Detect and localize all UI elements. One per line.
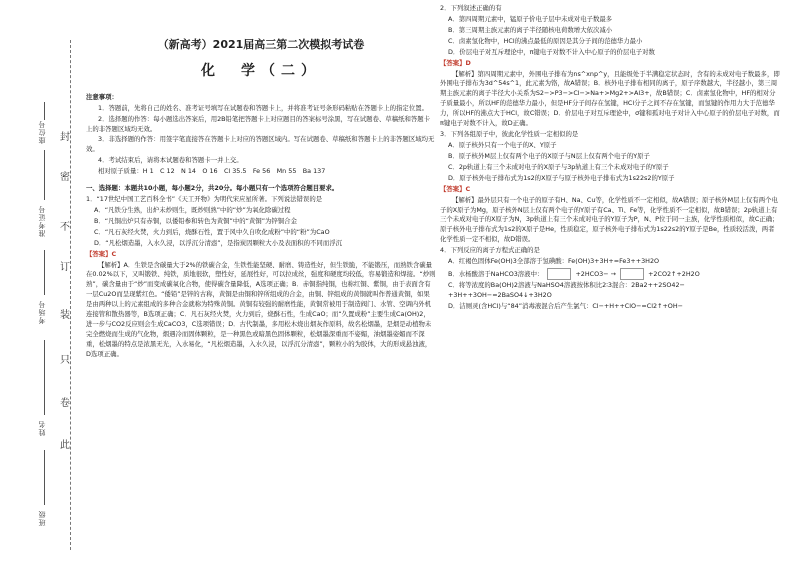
atomic-masses: 相对原子质量：H 1 C 12 N 14 O 16 Cl 35.5 Fe 56 Mn 55 Ba 137 <box>98 167 326 176</box>
option: C．2p轨道上有三个未成对电子的X原子与3p轨道上有三个未成对电子的Y原子 <box>448 162 669 171</box>
question-2: 2．下列叙述正确的有 <box>440 4 502 12</box>
option: B．第三周期主族元素的离子半径随核电荷数增大依次减小 <box>448 25 613 34</box>
equation-part: +2CO2↑+2H2O <box>648 270 700 279</box>
exam-title: （新高考）2021届高三第二次模拟考试卷 <box>157 38 365 51</box>
option: D．原子核外电子排布式为1s2的X原子与原子核外电子排布式为1s22s2的Y原子 <box>448 173 675 182</box>
binding-margin <box>0 0 80 562</box>
option: A．红褐色固体Fe(OH)3全部溶于氢碘酸：Fe(OH)3+3H+=Fe3++3H2O <box>448 257 660 266</box>
option <box>440 268 780 280</box>
fill-line <box>44 250 45 295</box>
question-3: 3．下列各组原子中，彼此化学性质一定相似的是 <box>440 130 579 139</box>
notice-item: 3．非选择题的作答：用签字笔直接答在答题卡上对应的答题区域内。写在试题卷、草稿纸和答题卡上的非答题区域均无效。 <box>86 135 435 154</box>
answer-label: 【答案】C <box>440 184 471 193</box>
option: B．原子核外M层上仅有两个电子的X原子与N层上仅有两个电子的Y原子 <box>448 151 650 160</box>
fill-line <box>44 150 45 200</box>
explanation: 【解析】最外层只有一个电子的原子有H、Na、Cu等，化学性质不一定相似，故A错误；原子核外M层上仅有两个电子的X原子为Mg，原子核外N层上仅有两个电子的Y原子有Ca、Ti、Fe等，化学性质不一定相似，故B错误；2p轨道上有三个未成对电子的X原子为N，3p轨道上有三个未成对电子的Y原子为P，N、P位于同一主族，化学性质相似，故C正确；原子核外电子排布式为1s2的X原子是He，性质稳定，原子核外电子排布式为1s22s2的Y原子是Be，性质较活泼，两者化学性质一定不相似，故D错误。 <box>440 195 779 244</box>
fill-line <box>44 450 45 505</box>
binding-char: 卷 <box>60 398 70 409</box>
left-column <box>86 0 436 361</box>
exam-room-label: 考场号 <box>38 300 46 324</box>
binding-char: 订 <box>60 262 70 273</box>
seat-number-label: 座位号 <box>38 120 46 144</box>
answer-label: 【答案】C <box>86 249 117 258</box>
answer-label: 【答案】D <box>440 58 471 67</box>
option: A．原子核外只有一个电子的X、Y原子 <box>448 140 557 149</box>
option: D．“凡松烟造墨，入水久浸，以浮沉分清悫”，是指炭因颗粒大小及表面积的不同而浮沉 <box>94 238 342 247</box>
binding-char: 装 <box>60 310 70 321</box>
notice-item: 2．选择题的作答：每小题选出答案后，用2B铅笔把答题卡上对应题目的答案标号涂黑，写在试题卷、草稿纸和答题卡上的非答题区域均无效。 <box>86 114 431 133</box>
question-4: 4．下列反应的离子方程式正确的是 <box>440 246 540 255</box>
fill-line <box>44 340 45 415</box>
fill-line <box>44 102 45 120</box>
option: D．洁厕灵(含HCl)与“84”消毒液混合后产生氯气：Cl−+H++ClO−=Cl2↑+OH− <box>448 301 683 310</box>
option: B．“凡铜出炉只有赤铜，以倭铅参和转色为黄铜”中的“黄铜”为锌铜合金 <box>94 216 297 225</box>
right-column <box>440 4 780 313</box>
binding-char: 此 <box>60 440 70 451</box>
option: A．“凡铁分生熟，出炉未炒则生，既炒则熟”中的“炒”为氧化除碳过程 <box>94 205 291 214</box>
explanation: 【解析】第四周期元素中，外围电子排布为ns^xnp^y，且能级处于半满稳定状态时，含有的未成对电子数最多，即外围电子排布为3d^54s^1，此元素为铬，故A错误；B．核外电子排布相同的离子，原子序数越大，半径越小，第三周期主族元素的离子半径大小关系为S2−>P3−>Cl−>Na+>Mg2+>Al3+，故B错误；C．卤素氢化物中，HF的相对分子质量最小，所以HF的范德华力最小，但是HF分子间存在氢键，HCl分子之间不存在氢键，而氢键的作用力大于范德华力，所以HF的沸点大于HCl，故C错误；D．价层电子对互斥理论中，σ键和孤对电子对计入中心原子的价层电子对数，而π键电子对数不计入，故D正确。 <box>440 69 780 128</box>
option: A．第四周期元素中，锰原子价电子层中未成对电子数最多 <box>448 14 613 23</box>
section-heading: 一、选择题：本题共10小题，每小题2分，共20分。每小题只有一个选项符合题目要求。 <box>86 184 339 193</box>
option: C．将等浓度的Ba(OH)2溶液与NaHSO4溶液按体积比2∶3混合：2Ba2++2SO42−+3H++3OH−=2BaSO4↓+3H2O <box>448 281 685 299</box>
notice-heading: 注意事项： <box>86 92 118 101</box>
subject-title: 化 学（二） <box>201 63 321 80</box>
binding-char: 只 <box>60 355 70 366</box>
binding-char: 不 <box>60 222 70 233</box>
class-label: 班级 <box>38 510 46 526</box>
binding-line <box>70 40 71 550</box>
option-text: B．水杨酸溶于NaHCO3溶液中： <box>448 270 544 279</box>
salicylate-structure-icon <box>620 268 644 280</box>
exam-id-label: 准考证号 <box>38 205 46 237</box>
name-label: 姓名 <box>38 420 46 436</box>
equation-part: +2HCO3− → <box>575 270 616 279</box>
option: C．卤素氢化物中，HCl的沸点最低的原因是其分子间的范德华力最小 <box>448 36 643 45</box>
explanation: 【解析】A．生铁是含碳量大于2%的铁碳合金，生铁性能坚硬、耐磨、铸造性好，但生铁脆，不能锻压，而熟铁含碳量在0.02%以下，又叫锻铁、纯铁，质地很软，塑性好，延展性好，可以拉成丝，强度和硬度均较低，容易锻造和焊接。“炒则熟”，碳含量由于“炒”而变成碳氧化合物，使得碳含量降低，A选项正确；B．赤铜指纯铜，也称红铜、紫铜，由于表面含有一层Cu2O而呈现紫红色。“倭铅”是锌的古称，黄铜是由铜和锌所组成的合金，由铜、锌组成的黄铜就叫作普通黄铜，如果是由两种以上的元素组成的多种合金就称为特殊黄铜。黄铜有较强的耐磨性能，黄铜常被用于制造阀门、水管、空调内外机连接管和散热器等，B选项正确；C．凡石灰经火焚，火力到后，烧酥石性，生成CaO；而“久置成粉”主要生成Ca(OH)2，进一步与CO2反应则会生成CaCO3，C选项错误；D．古代制墨，多用松木烧出烟灰作原料，故名松烟墨，是烟是动植物未完全燃烧而生成的气化物，烟遇冷而固体颗粒，是一种黑色或暗黑色固体颗粒，松烟墨深重而不姿媚，油烟墨姿媚而不深重，松烟墨的特点是浓黑无光，入水易化，“凡松烟造墨，入水久浸，以浮沉分清悫”，颗粒小的为胶体，大的形成悬浊液，D选项正确。 <box>86 260 436 358</box>
binding-char: 密 <box>60 172 70 183</box>
option: C．“凡石灰经火焚，火力到后，烧酥石性，置于风中久自吹化成粉”中的“粉”为CaO <box>94 227 330 236</box>
binding-char: 封 <box>60 132 70 143</box>
option: D．价层电子对互斥理论中，π键电子对数不计入中心原子的价层电子对数 <box>448 47 655 56</box>
salicylic-structure-icon <box>547 268 571 280</box>
notice-item: 4．考试结束后，请将本试题卷和答题卡一并上交。 <box>98 156 243 165</box>
notice-item: 1．答题前，先将自己的姓名、准考证号填写在试题卷和答题卡上，并将准考证号条形码粘贴在答题卡上的指定位置。 <box>98 103 428 112</box>
question-1: 1．“17世纪中国工艺百科全书”《天工开物》为明代宋应星所著。下列说法错误的是 <box>86 195 323 204</box>
